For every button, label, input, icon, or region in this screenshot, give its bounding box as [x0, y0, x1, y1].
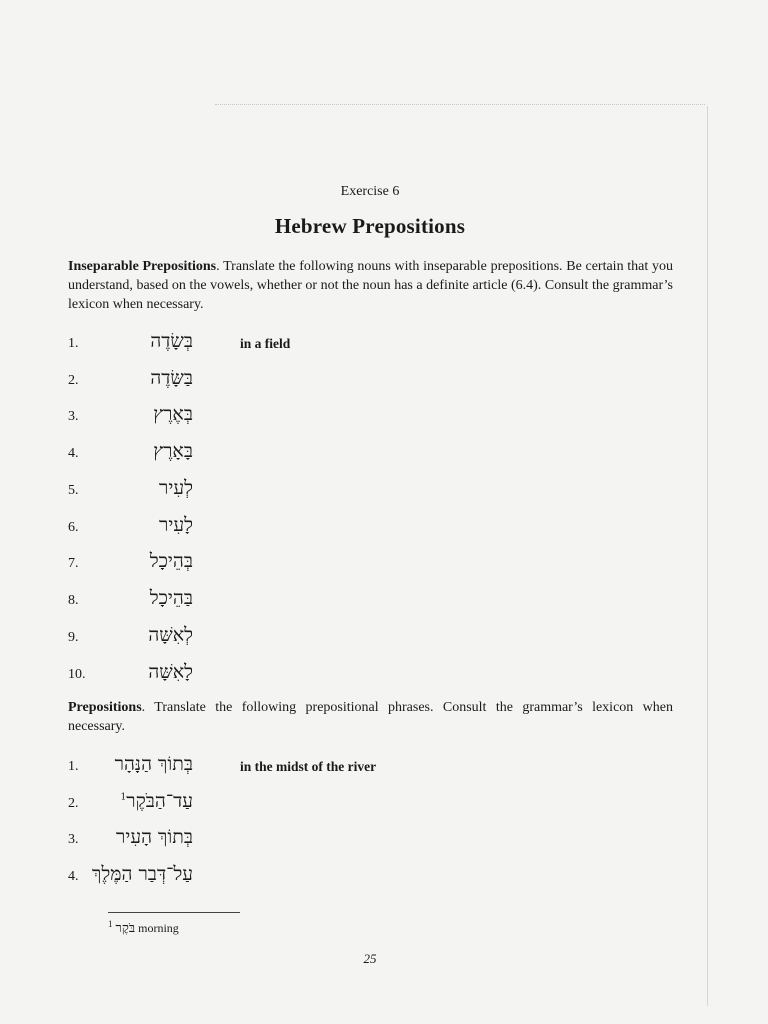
section2-text: . Translate the following prepositional phrases. Consult the grammar’s lexicon when necessary. [68, 700, 673, 734]
exercise-item-10 [68, 661, 668, 688]
exercise-item-7 [68, 550, 668, 577]
hebrew-word: בַּהֵיכָל [149, 587, 193, 609]
phrase-item-3 [68, 826, 668, 853]
item-number: 5. [68, 483, 79, 498]
exercise-item-3 [68, 403, 668, 430]
item-number: 3. [68, 409, 79, 424]
section2-heading: Prepositions [68, 700, 142, 715]
item-number: 1. [68, 759, 79, 774]
page-title: Hebrew Prepositions [274, 214, 466, 238]
exercise-item-6 [68, 514, 668, 541]
item-number: 6. [68, 520, 79, 535]
item-number: 10. [68, 667, 86, 682]
item-number: 4. [68, 869, 79, 884]
footnote-number: 1 [108, 919, 113, 929]
hebrew-word: לְאִשָּׁה [148, 624, 193, 646]
exercise-item-5 [68, 477, 668, 504]
footnote-marker: 1 [120, 792, 127, 803]
footnote-gloss: morning [138, 921, 179, 935]
answer-text: in the midst of the river [240, 759, 377, 774]
item-number: 1. [68, 336, 79, 351]
exercise-item-9 [68, 624, 668, 651]
section1-instructions [68, 257, 673, 314]
hebrew-word: לְעִיר [159, 477, 193, 499]
item-number: 2. [68, 796, 79, 811]
item-number: 8. [68, 593, 79, 608]
hebrew-phrase: בְּתוֹךְ הָעִיר [116, 826, 193, 848]
phrase-item-4 [68, 863, 668, 890]
page-number: 25 [363, 951, 377, 966]
hebrew-phrase: עַל־דְּבַר הַמֶּלֶךְ [92, 863, 193, 885]
answer-text: in a field [240, 336, 291, 351]
footnote [108, 919, 179, 936]
item-number: 7. [68, 556, 79, 571]
exercise-item-8 [68, 587, 668, 614]
exercise-label: Exercise 6 [340, 184, 400, 199]
top-rule [215, 104, 705, 105]
hebrew-word: בְּהֵיכָל [149, 550, 193, 572]
exercise-item-4 [68, 440, 668, 467]
section2-instructions [68, 698, 673, 736]
hebrew-word: לָעִיר [159, 514, 193, 536]
hebrew-word: בְּשָׂדֶה [150, 330, 193, 352]
hebrew-word: בָּאָרֶץ [153, 440, 193, 462]
phrase-item-1 [68, 753, 668, 780]
item-number: 4. [68, 446, 79, 461]
item-number: 2. [68, 373, 79, 388]
exercise-item-2 [68, 367, 668, 394]
hebrew-phrase: בְּתוֹךְ הַנָּהָר [114, 753, 193, 775]
hebrew-word: בְּאֶרֶץ [153, 403, 193, 425]
section1-heading: Inseparable Prepositions [68, 259, 217, 274]
section1-text: . Translate the following nouns with inseparable prepositions. Be certain that you understand, based on the vowels, whether or not the noun has a definite article (6.4). Consult the grammar’s lexicon when necessary. [68, 259, 673, 312]
hebrew-word: לָאִשָּׁה [148, 661, 193, 683]
item-number: 3. [68, 832, 79, 847]
footnote-rule [108, 912, 240, 913]
item-number: 9. [68, 630, 79, 645]
exercise-item-1 [68, 330, 668, 357]
footnote-hebrew: בֹּקֶר [115, 921, 136, 936]
hebrew-phrase [121, 790, 194, 813]
page-edge-line [707, 106, 708, 1006]
phrase-item-2 [68, 790, 668, 817]
hebrew-phrase-text: עַד־הַבֹּקֶר [126, 790, 193, 812]
hebrew-word: בַּשָּׂדֶה [150, 367, 193, 389]
